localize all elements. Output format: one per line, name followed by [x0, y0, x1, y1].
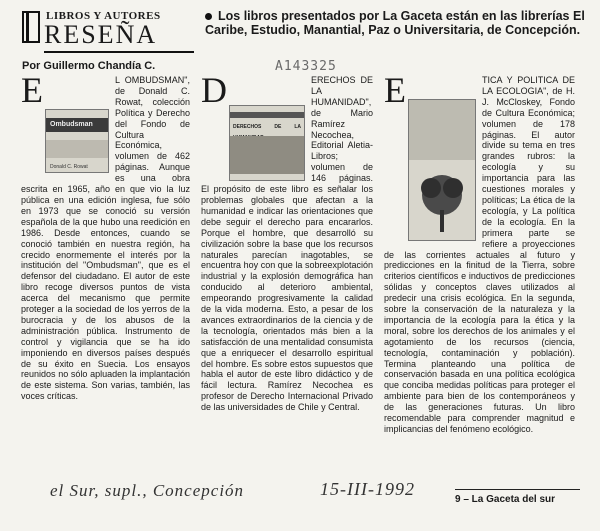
- handwritten-date: 15-III-1992: [320, 479, 415, 499]
- cover-title: DERECHOS DE LA: [233, 124, 301, 130]
- section-title: RESEÑA: [44, 20, 158, 49]
- cover-title: Ombudsman: [50, 121, 93, 128]
- headline: [205, 9, 585, 37]
- dropcap: E: [21, 70, 43, 110]
- cover-author: Donald C. Rowat: [50, 164, 88, 170]
- book-icon: [22, 11, 42, 43]
- review-etica: [384, 70, 575, 435]
- author-byline: Por Guillermo Chandía C.: [22, 60, 156, 72]
- tree-illustration: [409, 100, 475, 240]
- section-label: LIBROS Y AUTORES: [46, 10, 161, 22]
- archive-stamp: A143325: [275, 59, 337, 74]
- book-cover-ombudsman: [45, 109, 109, 173]
- masthead-rule: [44, 51, 194, 53]
- book-cover-derechos: [229, 105, 305, 181]
- masthead: [22, 8, 198, 54]
- review-derechos: [201, 70, 373, 413]
- footer-rule: [455, 489, 580, 490]
- page-footer: 9 – La Gaceta del sur: [455, 494, 556, 505]
- review-text: ERECHOS DE LA HUMANIDAD", de Mario Ramírez Necochea, Editorial Aletia-Libros; volumen de 146 páginas. El propósito de este libro es señalar los problemas globales que afectan a la humanidad e indicar las orientaciones que debe seguir el derecho para encararlos. Porque el hombre, que desarrolló su civilización sobre la base que los recursos naturales parecían inagotables, se encuentra hoy con que la sobreexplotación industrial y la explosión demográfica han conducido al deterioro ambiental, empeorando progresivamente la calidad de la vida moderna. Esto, a pesar de los avances extraordinarios de la ciencia y de la tecnología, orientados más bien a la satisfacción de una mentalidad consumista que a enriquecer el desarrollo espiritual del hombre. Es sobre estos supuestos que habla el autor de este libro didáctico y de fácil lectura. Ramírez Necochea es profesor de Derecho Internacional Privado de las universidades de Chile y Central.: [201, 75, 373, 413]
- review-text: L OMBUDSMAN", de Donald C. Rowat, colección Política y Derecho del Fondo de Cultura Económica, volumen de 462 páginas. Aunque es una obra escrita en 1965, año en que vio la luz pública en una edición inglesa, fue sólo en 1973 que se conoció su versión española de la que hubo una reedición en 1986. Desde entonces, cuando se conoció también en nuestra región, ha crecido enormemente el interés por la institución del "Ombudsman", que es el defensor del ciudadano. El autor de este libro recoge diversos puntos de vista acerca del mecanismo que permite proteger a la sociedad de los yerros de la burocracia y de los abusos de la administración pública. Instrumento de control y vigilancia que se ha ido imponiendo en diversos países después de su éxito en Suecia. Los ensayos reunidos no sólo apluaden la implantación de este sistema. Son varias, también, las voces críticas.: [21, 75, 190, 402]
- review-text: TICA Y POLITICA DE LA ECOLOGIA", de H. J. McCloskey, Fondo de Cultura Económica; volumen de 178 páginas. El autor divide su tema en tres grandes rubros: la ecología y su importancia para las cuestiones morales y políticas; La ética de la ecología, y La política de la ecología. En la primera parte se refiere a proyecciones de las corrientes actuales al futuro y predicciones en la finitud de la Tierra, sobre criterios científicos e inductivos de predicciones sólidas y conceptos claves utilizados al predecir una crisis ecológica. En la segunda, sobre la conservación de la naturaleza y la importancia de la ecología para la ética y la moral, sobre los derechos de los animales y el agotamiento de los recursos (ciencia, tecnología, contaminación y población). Termina planteando una política de conservación basada en una política ecológica que conciba medidas políticas para proteger el ambiente para bien de los contemporáneos y de las generaciones futuras. Un libro recomendable para comprender magnitud e implicancias del fenómeno ecológico.: [384, 75, 575, 434]
- handwritten-source: el Sur, supl., Concepción: [50, 481, 245, 500]
- dropcap: D: [201, 70, 227, 110]
- review-ombudsman: [21, 70, 190, 402]
- book-cover-etica: [408, 99, 476, 241]
- bullet-icon: [205, 13, 212, 20]
- dropcap: E: [384, 70, 406, 110]
- headline-text: Los libros presentados por La Gaceta están en las librerías El Caribe, Estudio, Manantial, Paz o Universitaria, de Concepción.: [205, 9, 585, 37]
